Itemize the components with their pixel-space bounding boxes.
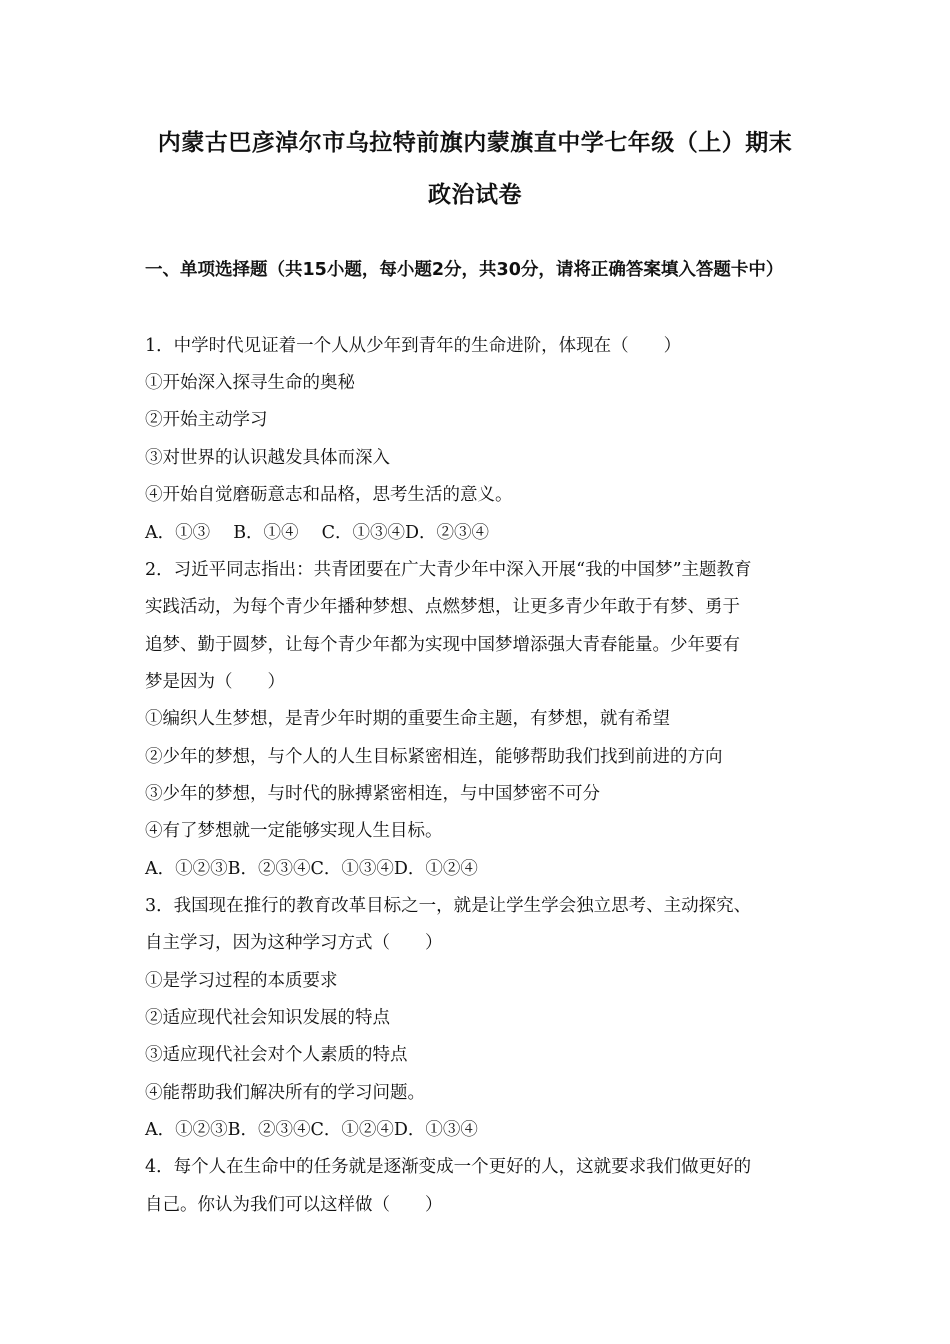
question-3-option: ③适应现代社会对个人素质的特点	[145, 1045, 408, 1065]
document-title-line-2: 政治试卷	[428, 182, 522, 208]
question-2-option: ④有了梦想就一定能够实现人生目标。	[145, 821, 443, 841]
question-2-option: ②少年的梦想，与个人的人生目标紧密相连，能够帮助我们找到前进的方向	[145, 747, 723, 767]
question-3-option: ④能帮助我们解决所有的学习问题。	[145, 1083, 425, 1103]
question-1-option: ②开始主动学习	[145, 410, 268, 430]
question-3-option: ①是学习过程的本质要求	[145, 971, 338, 991]
question-1-option: ③对世界的认识越发具体而深入	[145, 448, 390, 468]
question-2-stem: 追梦、勤于圆梦，让每个青少年都为实现中国梦增添强大青春能量。少年要有	[145, 635, 740, 655]
question-3-choices: A．①②③B．②③④C．①②④D．①③④	[145, 1120, 478, 1140]
question-4-stem: 自己。你认为我们可以这样做（ ）	[145, 1195, 443, 1215]
question-3-option: ②适应现代社会知识发展的特点	[145, 1008, 390, 1028]
document-title-line-1: 内蒙古巴彦淖尔市乌拉特前旗内蒙旗直中学七年级（上）期末	[157, 130, 793, 156]
question-2-stem: 梦是因为（ ）	[145, 672, 285, 692]
question-4-stem: 4．每个人在生命中的任务就是逐渐变成一个更好的人，这就要求我们做更好的	[145, 1157, 752, 1177]
section-heading: 一、单项选择题（共15小题，每小题2分，共30分，请将正确答案填入答题卡中）	[145, 260, 784, 280]
question-1-choices: A．①③ B．①④ C．①③④D．②③④	[145, 523, 490, 543]
question-3-stem: 自主学习，因为这种学习方式（ ）	[145, 933, 443, 953]
question-1-stem: 1．中学时代见证着一个人从少年到青年的生命进阶，体现在（ ）	[145, 336, 682, 356]
question-2-stem: 实践活动，为每个青少年播种梦想、点燃梦想，让更多青少年敢于有梦、勇于	[145, 597, 740, 617]
question-2-stem: 2．习近平同志指出：共青团要在广大青少年中深入开展“我的中国梦”主题教育	[145, 560, 752, 580]
question-2-choices: A．①②③B．②③④C．①③④D．①②④	[145, 859, 478, 879]
question-1-option: ①开始深入探寻生命的奥秘	[145, 373, 355, 393]
question-3-stem: 3．我国现在推行的教育改革目标之一，就是让学生学会独立思考、主动探究、	[145, 896, 752, 916]
question-1-option: ④开始自觉磨砺意志和品格，思考生活的意义。	[145, 485, 513, 505]
question-2-option: ①编织人生梦想，是青少年时期的重要生命主题，有梦想，就有希望	[145, 709, 670, 729]
question-2-option: ③少年的梦想，与时代的脉搏紧密相连，与中国梦密不可分	[145, 784, 600, 804]
